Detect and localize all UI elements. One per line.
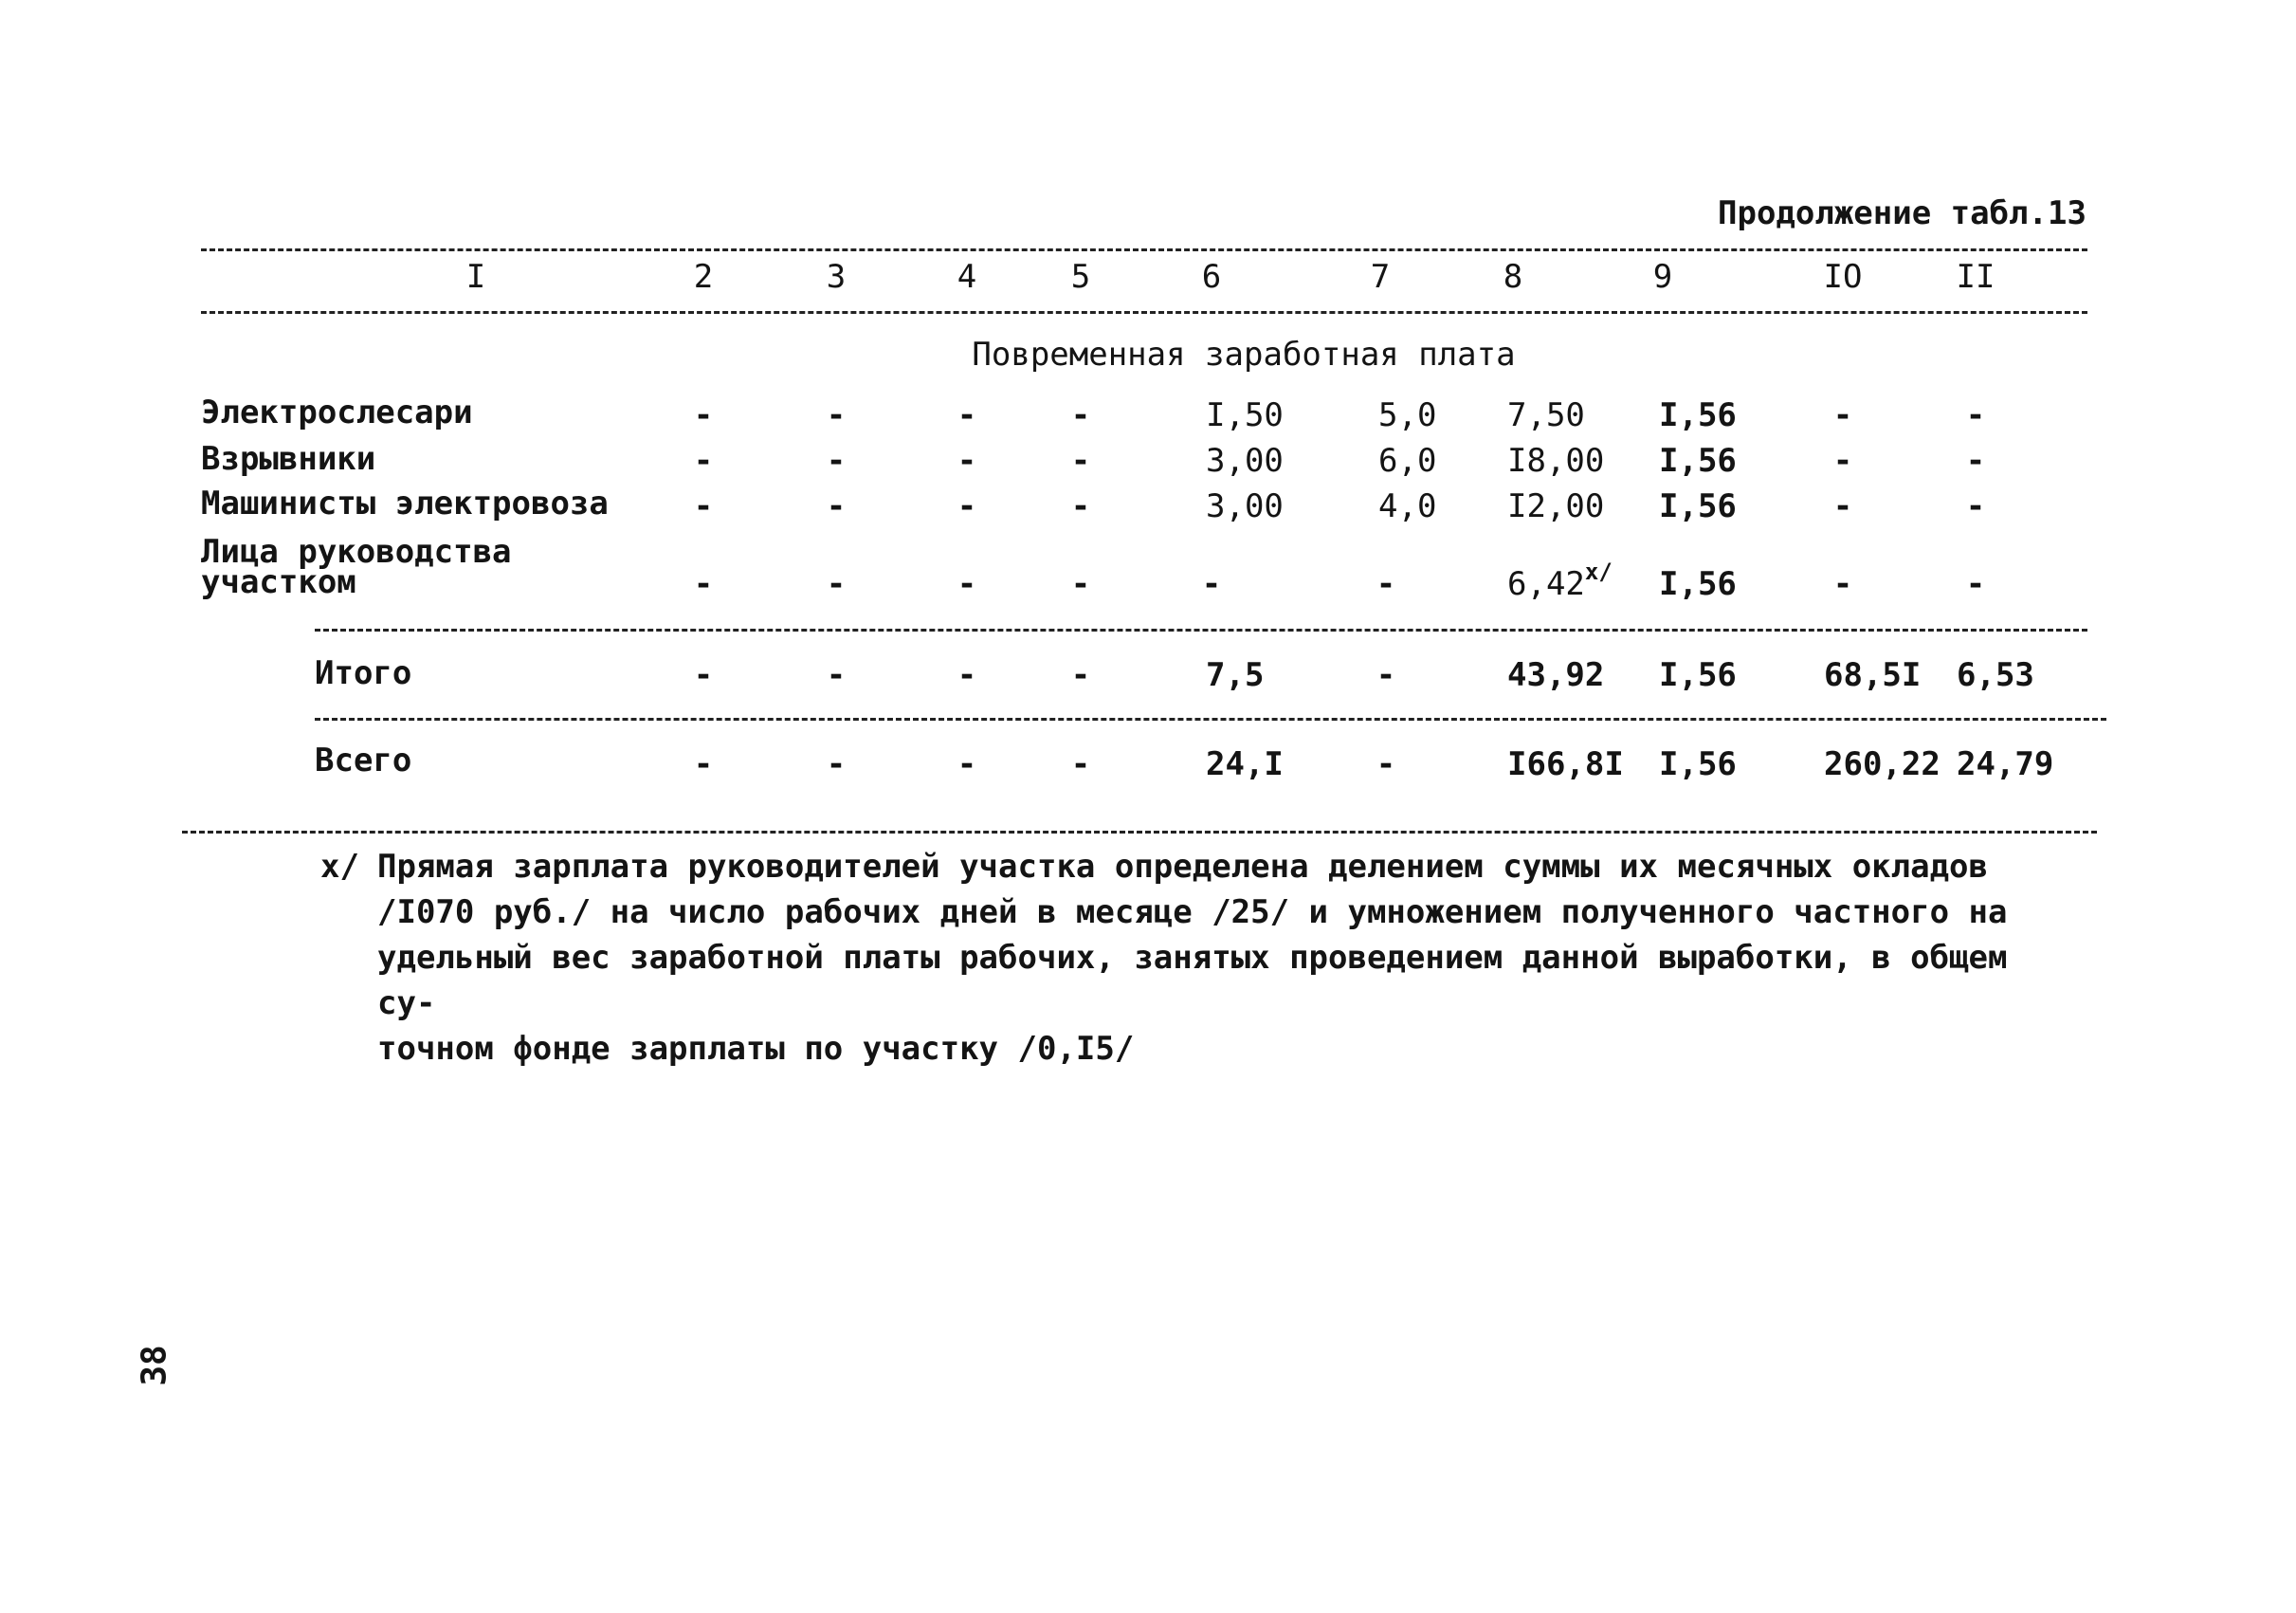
table-cell: - <box>1376 745 1396 783</box>
footnote-line: /I070 руб./ на число рабочих дней в месяце /25/ и умножением полученного частного на <box>377 893 2008 931</box>
table-cell: 6,53 <box>1957 656 2034 694</box>
column-header: 4 <box>957 258 977 296</box>
row-label: Машинисты электровоза <box>201 485 609 522</box>
column-header: I <box>465 258 486 296</box>
table-cell: - <box>1832 396 1853 434</box>
page-number: 38 <box>135 1345 174 1386</box>
table-cell: 4,0 <box>1378 487 1437 525</box>
table-cell: - <box>957 745 977 783</box>
table-cell: - <box>1832 442 1853 480</box>
table-cell: 24,79 <box>1957 745 2054 783</box>
row-label: Лица руководства <box>201 533 512 571</box>
table-cell: - <box>1070 565 1091 603</box>
table-cell: - <box>957 565 977 603</box>
column-header: 5 <box>1070 258 1091 296</box>
column-header: IO <box>1823 258 1863 296</box>
table-cell: - <box>693 396 714 434</box>
column-header: 2 <box>693 258 714 296</box>
column-header: 6 <box>1201 258 1222 296</box>
table-cell: 68,5I <box>1824 656 1922 694</box>
table-cell: I,56 <box>1659 487 1737 525</box>
row-label: Всего <box>315 742 412 779</box>
table-cell: - <box>1376 656 1396 694</box>
column-header: 3 <box>826 258 847 296</box>
table-cell: 7,50 <box>1507 396 1585 434</box>
table-cell: I2,00 <box>1507 487 1605 525</box>
table-cell: - <box>957 656 977 694</box>
table-cell: - <box>826 487 847 525</box>
table-cell: - <box>1070 442 1091 480</box>
table-cell: I,56 <box>1659 656 1737 694</box>
footnote <box>320 844 2055 1072</box>
table-cell: - <box>693 442 714 480</box>
table-cell: - <box>957 396 977 434</box>
footnote-mark: x/ <box>1584 559 1613 585</box>
table-cell: - <box>1070 396 1091 434</box>
table-cell: - <box>1965 487 1986 525</box>
table-cell: I,56 <box>1659 396 1737 434</box>
rule-before-grand-total <box>315 718 2106 721</box>
table-cell: - <box>1201 565 1222 603</box>
table-cell: 5,0 <box>1378 396 1437 434</box>
column-header: 9 <box>1652 258 1673 296</box>
row-label: Итого <box>315 654 412 692</box>
table-cell: - <box>957 442 977 480</box>
table-cell: - <box>1965 565 1986 603</box>
footnote-line: Прямая зарплата руководителей участка определена делением суммы их месячных окладов <box>377 848 1988 886</box>
table-cell: - <box>826 656 847 694</box>
table-cell: - <box>1070 656 1091 694</box>
rule-before-total <box>315 629 2087 632</box>
column-header: II <box>1956 258 1995 296</box>
table-cell: - <box>957 487 977 525</box>
table-cell: I66,8I <box>1507 745 1624 783</box>
table-cell: 43,92 <box>1507 656 1605 694</box>
table-cell: - <box>1376 565 1396 603</box>
table-cell: 7,5 <box>1206 656 1265 694</box>
table-cell: I8,00 <box>1507 442 1605 480</box>
table-cell: - <box>1965 396 1986 434</box>
section-title: Повременная заработная плата <box>972 336 1516 374</box>
table-cell: - <box>1832 487 1853 525</box>
table-cell: - <box>1832 565 1853 603</box>
rule-header-bottom <box>201 311 2087 314</box>
column-header: 7 <box>1370 258 1391 296</box>
table-cell: - <box>693 656 714 694</box>
footnote-line: удельный вес заработной платы рабочих, занятых проведением данной выработки, в общем су- <box>377 939 2008 1022</box>
table-caption: Продолжение табл.13 <box>1718 194 2086 232</box>
table-cell: - <box>693 487 714 525</box>
row-label: участком <box>201 563 356 601</box>
table-cell: I,50 <box>1206 396 1284 434</box>
table-cell: - <box>693 745 714 783</box>
table-cell: - <box>1965 442 1986 480</box>
table-cell: 260,22 <box>1824 745 1941 783</box>
table-cell: I,56 <box>1659 442 1737 480</box>
table-cell: - <box>826 396 847 434</box>
table-cell: 24,I <box>1206 745 1284 783</box>
footnote-line: точном фонде зарплаты по участку /0,I5/ <box>377 1030 1135 1068</box>
table-cell: 3,00 <box>1206 442 1284 480</box>
column-header: 8 <box>1503 258 1523 296</box>
table-cell: - <box>826 442 847 480</box>
table-cell: - <box>826 745 847 783</box>
table-cell: I,56 <box>1659 745 1737 783</box>
table-cell: I,56 <box>1659 565 1737 603</box>
table-cell: - <box>1070 487 1091 525</box>
table-cell: - <box>1070 745 1091 783</box>
table-cell: $6,42^{x/}$ <box>1507 559 1613 603</box>
table-cell: 6,0 <box>1378 442 1437 480</box>
table-cell: - <box>693 565 714 603</box>
rule-bottom <box>182 831 2097 834</box>
row-label: Электрослесари <box>201 394 473 431</box>
row-label: Взрывники <box>201 440 376 478</box>
rule-top <box>201 248 2087 251</box>
table-cell: - <box>826 565 847 603</box>
footnote-mark: x/ <box>320 848 359 886</box>
table-cell: 3,00 <box>1206 487 1284 525</box>
